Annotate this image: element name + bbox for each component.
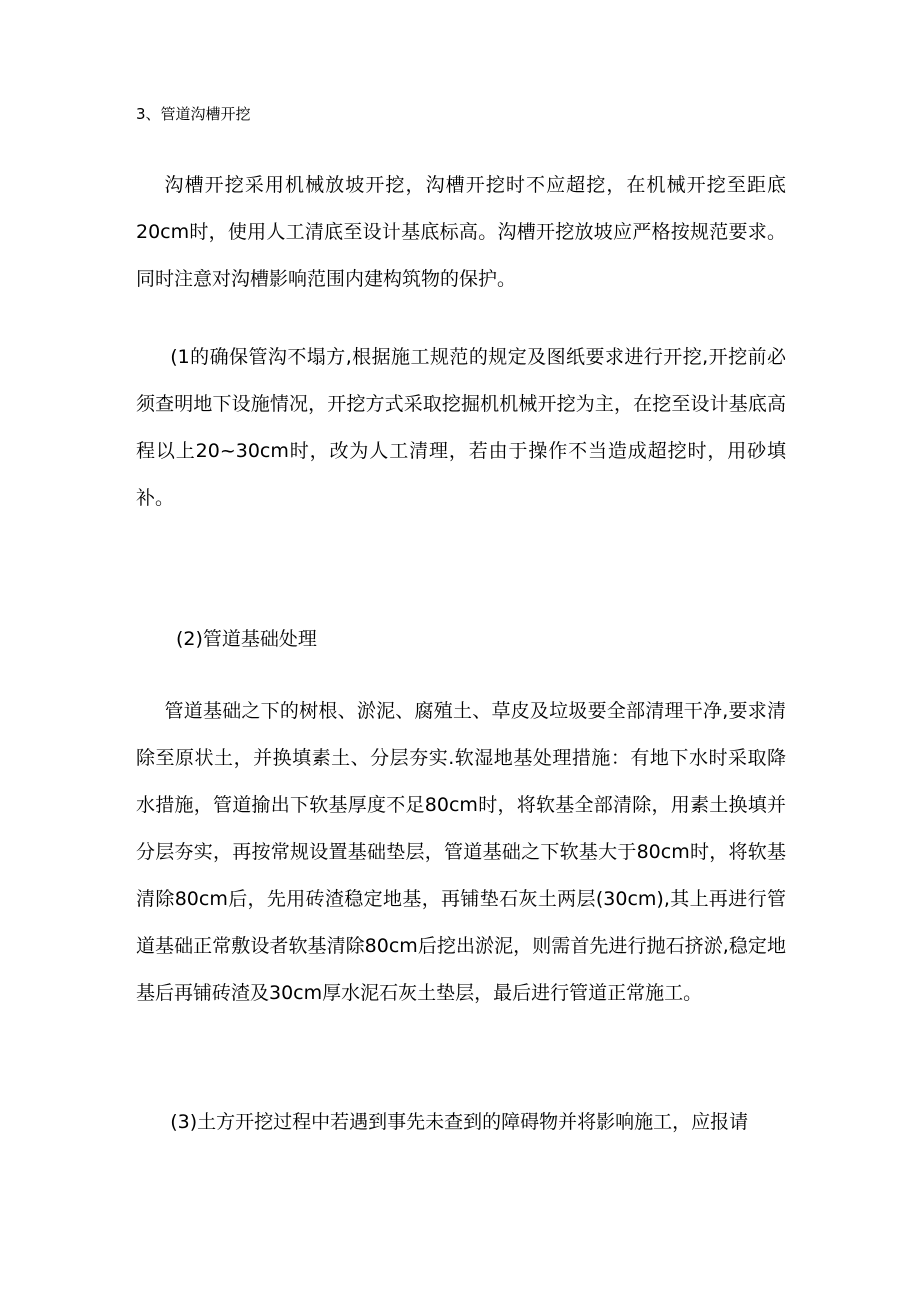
paragraph-trench-excavation: 沟槽开挖采用机械放坡开挖，沟槽开挖时不应超挖，在机械开挖至距底20cm时，使用人工清底至设计基底标高。沟槽开挖放坡应严格按规范要求。同时注意对沟槽影响范围内建构筑物的保护。: [136, 174, 786, 290]
paragraph-pipe-foundation: 管道基础之下的树根、淤泥、腐殖土、草皮及垃圾要全部清理干净,要求清除至原状土，并换填素土、分层夯实.软湿地基处理措施：有地下水时采取降水措施，管道揄出下软基厚度不足80cm时，将软基全部清除，用素土换填并分层夯实，再按常规设置基础垫层，管道基础之下软基大于80cm时，将软基清除80cm后，先用砖渣稳定地基，再铺垫石灰土两层(30cm),其上再进行管道基础正常敷设者软基清除80cm后挖出淤泥，则需首先进行抛石挤淤,稳定地基后再铺砖渣及30cm厚水泥石灰土垫层，最后进行管道正常施工。: [136, 700, 786, 1004]
subheading-pipe-foundation: (2)管道基础处理: [176, 628, 317, 650]
paragraph-item-3: (3)土方开挖过程中若遇到事先未查到的障碍物并将影响施工，应报请: [170, 1111, 749, 1133]
section-heading: 3、管道沟槽开挖: [136, 105, 251, 123]
paragraph-item-1: (1的确保管沟不塌方,根据施工规范的规定及图纸要求进行开挖,开挖前必须查明地下设施情况，开挖方式采取挖掘机机械开挖为主，在挖至设计基底高程以上20~30cm时，改为人工清理，若由于操作不当造成超挖时，用砂填补。: [136, 346, 786, 509]
